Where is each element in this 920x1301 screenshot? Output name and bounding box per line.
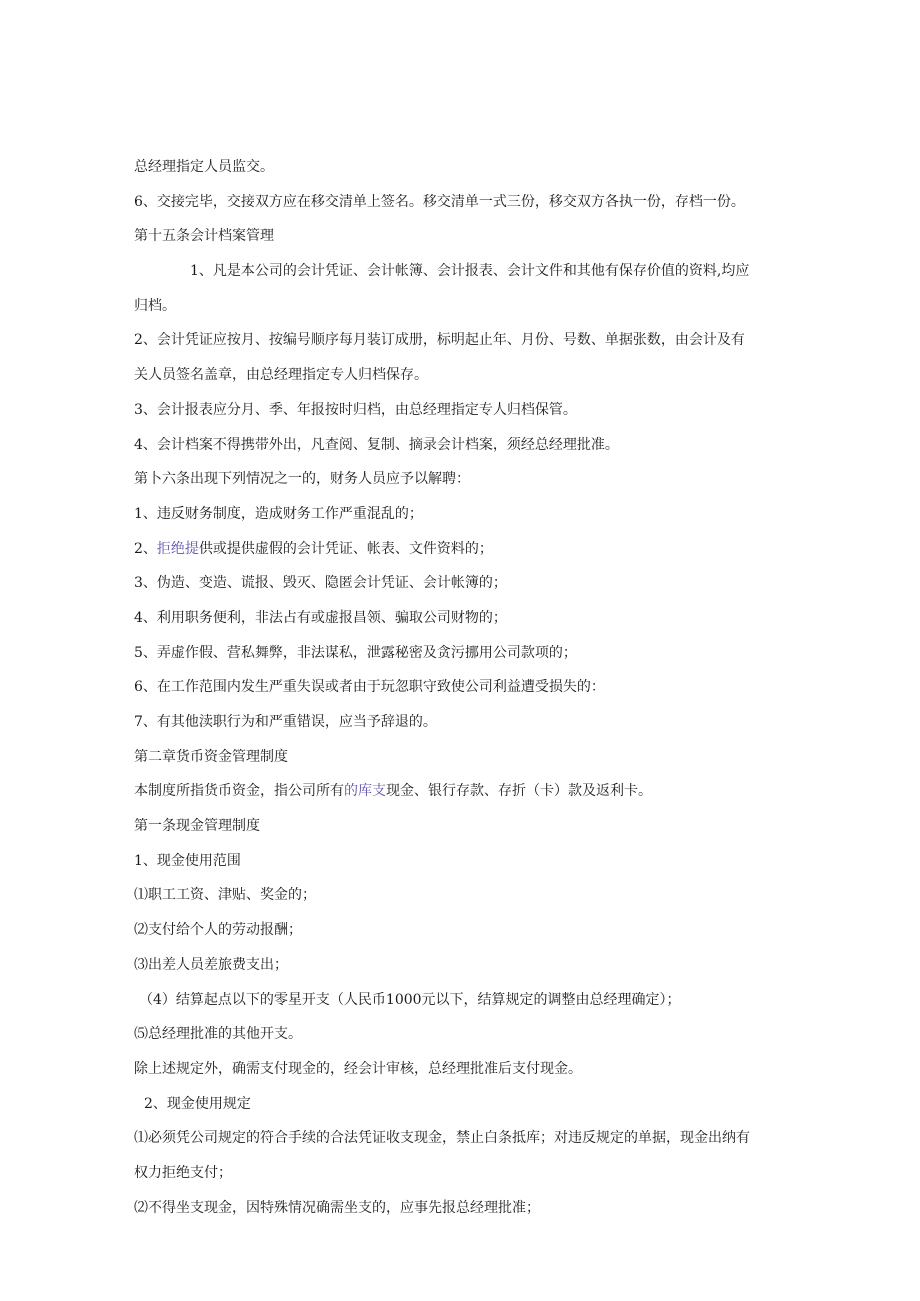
text-line: ⑵支付给个人的劳动报酬； xyxy=(134,922,302,939)
chapter-heading: 第二章货币资金管理制度 xyxy=(134,748,288,765)
text-line: 6、交接完毕，交接双方应在移交清单上签名。移交清单一式三份，移交双方各执一份，存档一份。 xyxy=(134,193,745,210)
text-segment: 现金、银行存款、存折（卡）款及返利卡。 xyxy=(386,783,652,800)
highlighted-text: 的库支 xyxy=(344,783,386,800)
text-line: ⑴必须凭公司规定的符合手续的合法凭证收支现金，禁止白条抵库；对违反规定的单据，现金出纳有 xyxy=(134,1130,750,1147)
text-line: 1、凡是本公司的会计凭证、会计帐簿、会计报表、会计文件和其他有保存价值的资料,均应 xyxy=(190,263,750,280)
text-segment: 本制度所指货币资金，指公司所有 xyxy=(134,783,344,800)
text-line: 2、会计凭证应按月、按编号顺序每月装订成册，标明起止年、月份、号数、单据张数，由会计及有 xyxy=(134,332,745,349)
text-line: 5、弄虚作假、营私舞弊，非法谋私，泄露秘密及贪污挪用公司款项的； xyxy=(134,644,577,661)
section-heading: 第一条现金管理制度 xyxy=(134,818,260,835)
text-line xyxy=(134,777,784,812)
highlighted-text: 拒绝提 xyxy=(156,540,199,557)
text-line: 3、伪造、变造、谎报、毁灭、隐匿会计凭证、会计帐簿的； xyxy=(134,575,507,592)
text-line: 4、会计档案不得携带外出，凡查阅、复制、摘录会计档案，须经总经理批准。 xyxy=(134,436,619,453)
section-heading: 第十五条会计档案管理 xyxy=(134,228,274,245)
section-heading: 第卜六条出现下列情况之一的，财务人员应予以解聘： xyxy=(134,471,470,488)
text-line: ⑵不得坐支现金，因特殊情况确需坐支的，应事先报总经理批准； xyxy=(134,1199,540,1216)
text-line xyxy=(134,535,784,570)
text-line: 总经理指定人员监交。 xyxy=(134,159,274,175)
text-segment: 供或提供虚假的会计凭证、帐表、文件资料的； xyxy=(198,540,493,557)
text-line: 4、利用职务便利，非法占有或虚报昌领、骗取公司财物的； xyxy=(134,609,507,626)
text-line: 3、会计报表应分月、季、年报按时归档，由总经理指定专人归档保管。 xyxy=(134,401,577,418)
text-line: ⑶出差人员差旅费支出； xyxy=(134,956,288,973)
text-line: 权力拒绝支付； xyxy=(134,1164,232,1181)
text-line: ⑸总经理批准的其他开支。 xyxy=(134,1026,302,1043)
text-line: （4）结算起点以下的零星开支（人民币1000元以下，结算规定的调整由总经理确定）； xyxy=(139,991,681,1008)
text-line: 归档。 xyxy=(134,297,176,314)
text-line: ⑴职工工资、津贴、奖金的； xyxy=(134,887,316,904)
document-body xyxy=(134,153,784,1228)
text-line: 1、违反财务制度，造成财务工作严重混乱的； xyxy=(134,505,423,522)
text-line: 除上述规定外，确需支付现金的，经会计审核，总经理批准后支付现金。 xyxy=(134,1060,582,1077)
text-line: 7、有其他渎职行为和严重错误，应当予辞退的。 xyxy=(134,714,437,730)
text-line: 关人员签名盖章，由总经理指定专人归档保存。 xyxy=(134,367,428,384)
text-line: 2、现金使用规定 xyxy=(144,1095,251,1112)
text-segment: 2、 xyxy=(134,540,157,557)
text-line: 1、现金使用范围 xyxy=(134,852,241,869)
text-line: 6、在工作范围内发生严重失误或者由于玩忽职守致使公司利益遭受损失的： xyxy=(134,679,605,696)
